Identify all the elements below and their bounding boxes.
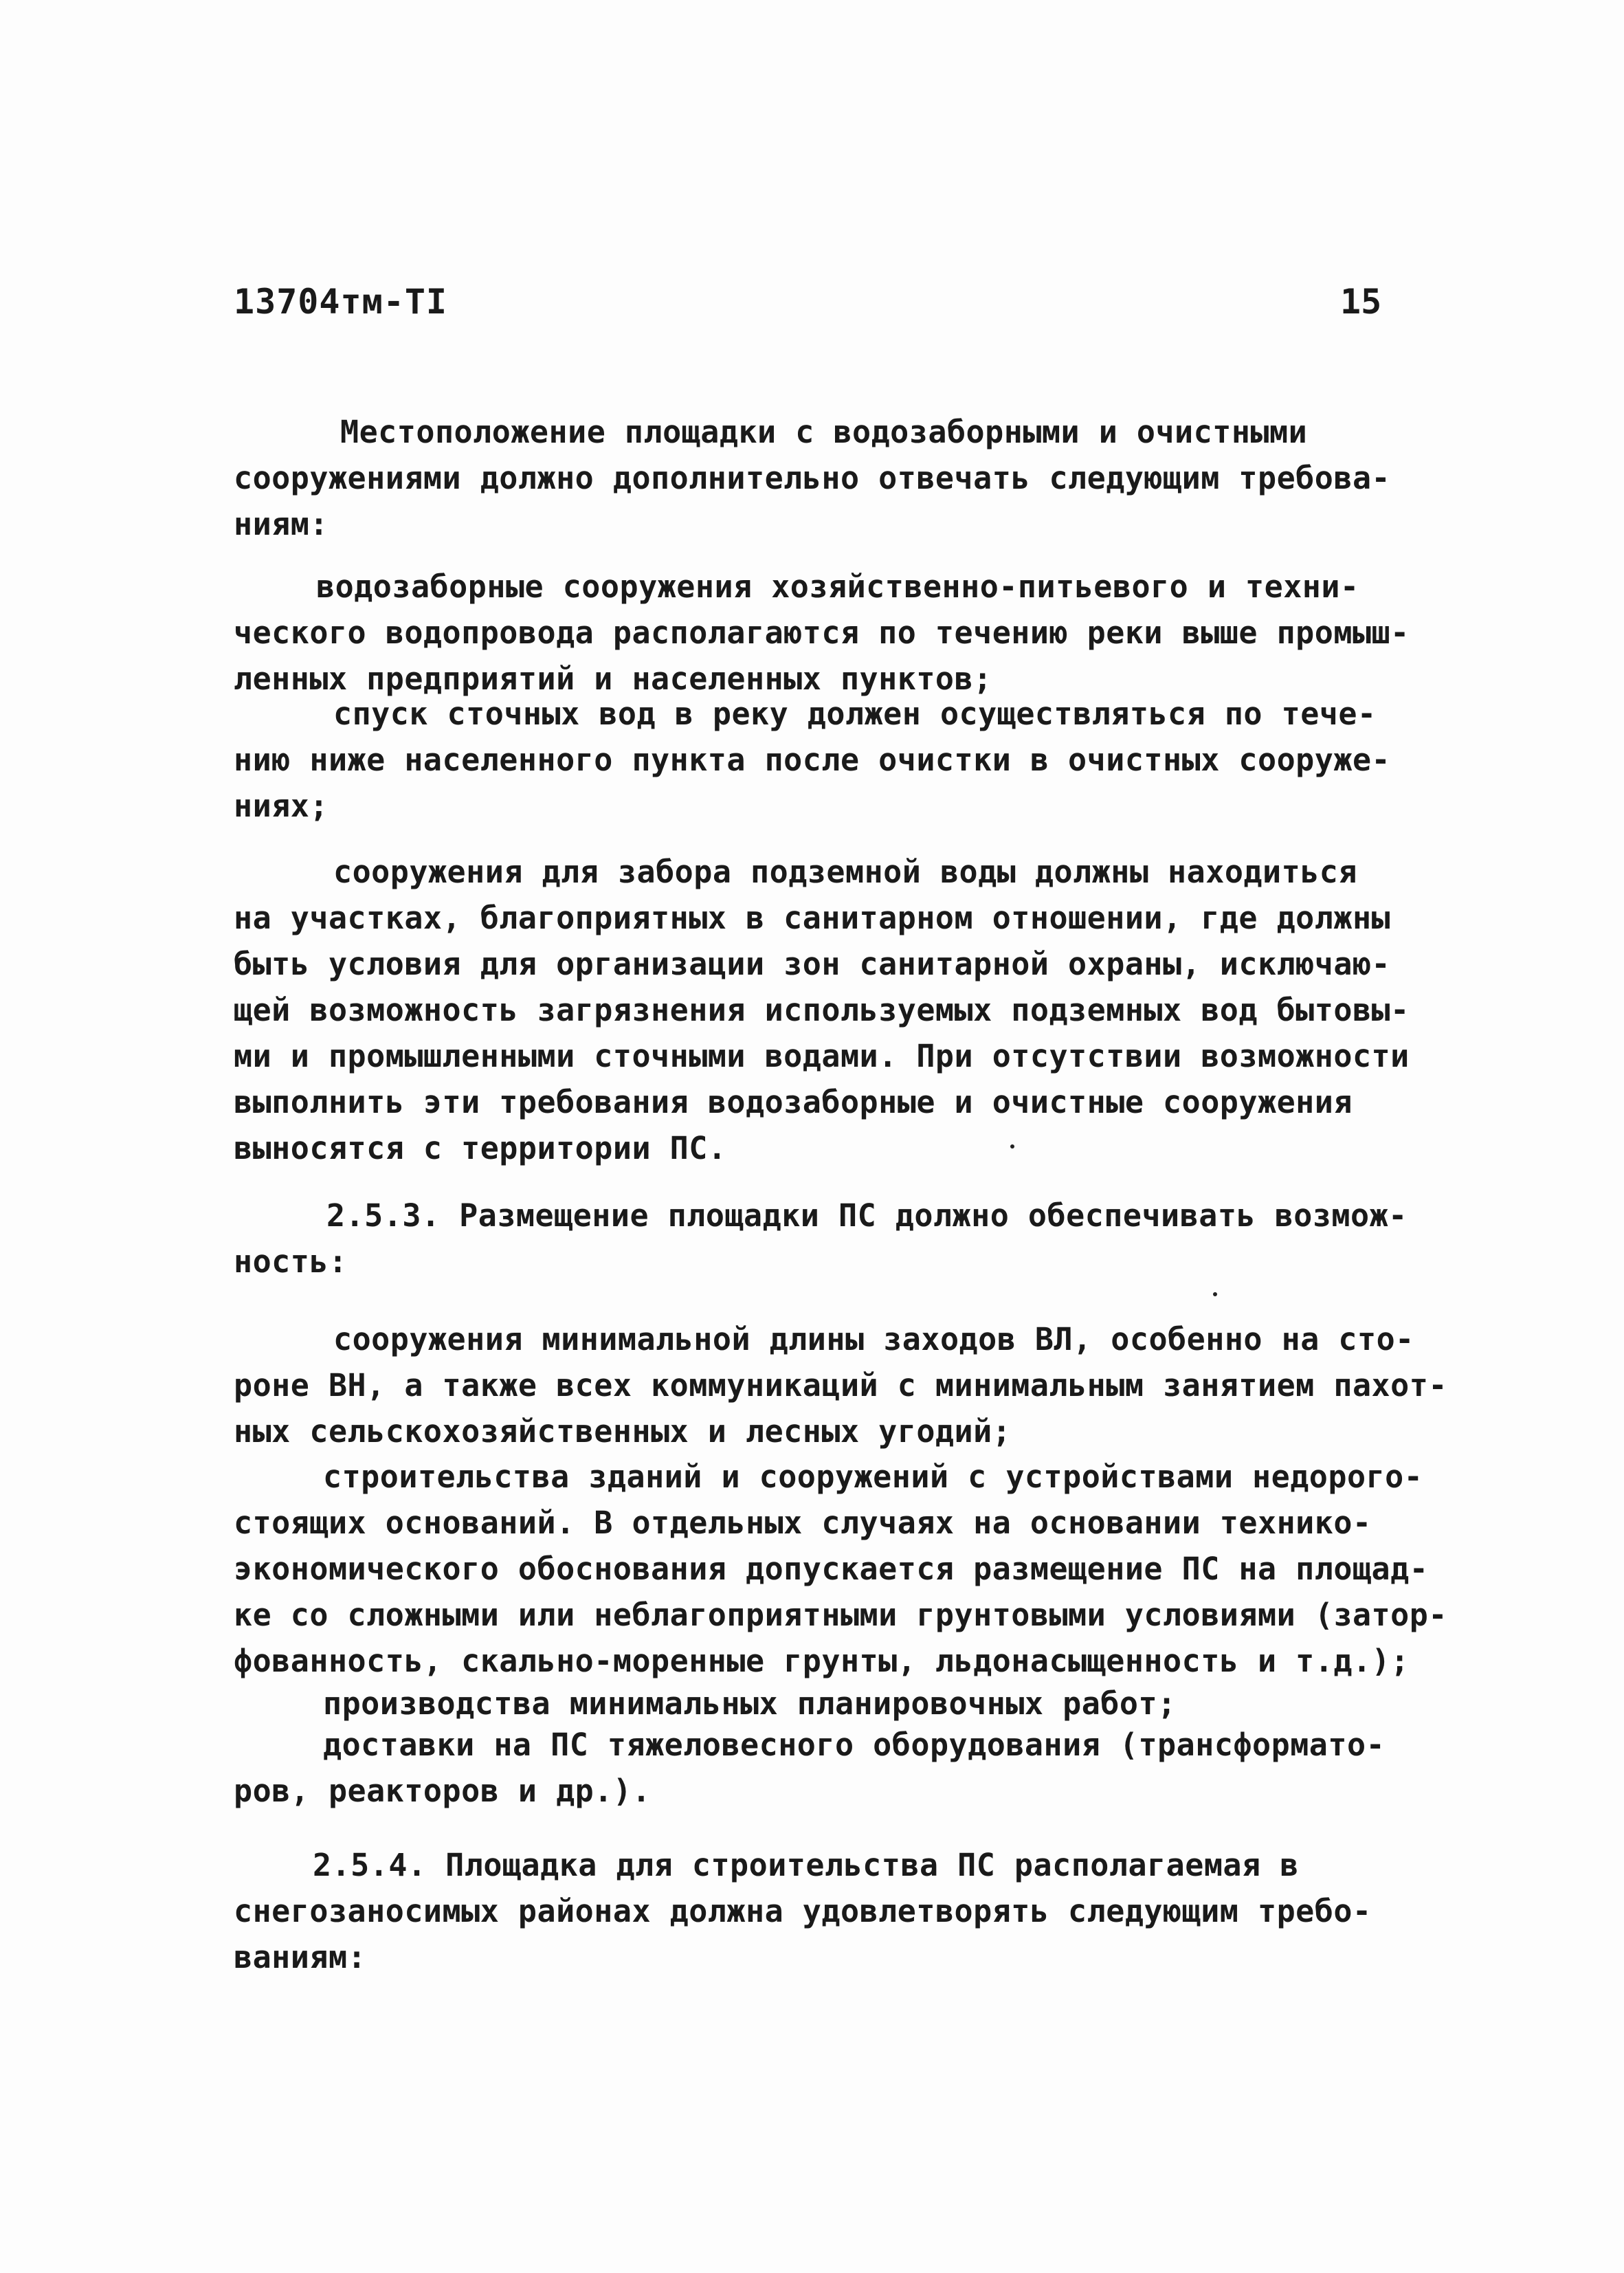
text-line: сооружения для забора подземной воды должны находиться: [333, 854, 1357, 890]
text-line: сооружения минимальной длины заходов ВЛ, особенно на сто-: [333, 1321, 1414, 1357]
text-line: строительства зданий и сооружений с устройствами недорого-: [323, 1459, 1423, 1495]
text-line: ке со сложными или неблагоприятными грунтовыми условиями (затор-: [234, 1597, 1447, 1633]
section-2-5-3: [234, 1193, 1416, 1285]
text-line: Местоположение площадки с водозаборными и очистными: [340, 414, 1308, 450]
text-line: производства минимальных планировочных работ;: [323, 1685, 1177, 1722]
text-line: спуск сточных вод в реку должен осуществляться по тече-: [333, 696, 1377, 732]
text-line: ленных предприятий и населенных пунктов;: [234, 661, 992, 697]
paragraph-groundwater-intake: [234, 849, 1416, 1171]
paragraph-grading-works: [234, 1681, 1416, 1727]
scan-speck: [1010, 1144, 1014, 1149]
text-line: ми и промышленными сточными водами. При отсутствии возможности: [234, 1038, 1410, 1074]
text-line: фованность, скально-моренные грунты, льдонасыщенность и т.д.);: [234, 1643, 1410, 1679]
text-line: ческого водопровода располагаются по течению реки выше промыш-: [234, 614, 1410, 651]
text-line: 2.5.3. Размещение площадки ПС должно обеспечивать возмож-: [326, 1197, 1408, 1234]
text-line: водозаборные сооружения хозяйственно-питьевого и техни-: [316, 568, 1359, 605]
text-line: выполнить эти требования водозаборные и очистные сооружения: [234, 1084, 1353, 1120]
text-line: сооружениями должно дополнительно отвечать следующим требова-: [234, 460, 1391, 496]
text-line: ных сельскохозяйственных и лесных угодий;: [234, 1413, 1012, 1450]
text-line: ность:: [234, 1243, 348, 1280]
text-line: быть условия для организации зон санитарной охраны, исключаю-: [234, 946, 1391, 982]
text-line: ниям:: [234, 506, 329, 542]
text-line: щей возможность загрязнения используемых подземных вод бытовы-: [234, 992, 1410, 1028]
text-line: экономического обоснования допускается размещение ПС на площад-: [234, 1551, 1429, 1587]
text-line: ваниям:: [234, 1939, 367, 1975]
page-number: 15: [1340, 282, 1382, 322]
text-line: ниях;: [234, 788, 329, 824]
text-line: выносятся с территории ПС.: [234, 1130, 727, 1166]
paragraph-overhead-lines: [234, 1316, 1447, 1454]
scan-speck: [1213, 1292, 1217, 1296]
paragraph-wastewater-discharge: [234, 691, 1416, 829]
text-line: 2.5.4. Площадка для строительства ПС располагаемая в: [313, 1847, 1299, 1883]
paragraph-site-location: [234, 409, 1416, 547]
document-code: 13704тм-ТI: [234, 282, 448, 322]
paragraph-construction: [234, 1454, 1447, 1684]
text-line: нию ниже населенного пункта после очистки в очистных сооруже-: [234, 742, 1391, 778]
text-line: ров, реакторов и др.).: [234, 1773, 652, 1809]
paragraph-water-intake: [234, 564, 1416, 702]
section-2-5-4: [234, 1842, 1416, 1980]
paragraph-heavy-equipment: [234, 1722, 1416, 1814]
text-line: стоящих оснований. В отдельных случаях на основании технико-: [234, 1505, 1372, 1541]
text-line: роне ВН, а также всех коммуникаций с минимальным занятием пахот-: [234, 1367, 1447, 1404]
text-line: на участках, благоприятных в санитарном отношении, где должны: [234, 900, 1391, 936]
text-line: доставки на ПС тяжеловесного оборудования (трансформато-: [323, 1727, 1386, 1763]
text-line: снегозаносимых районах должна удовлетворять следующим требо-: [234, 1893, 1372, 1929]
